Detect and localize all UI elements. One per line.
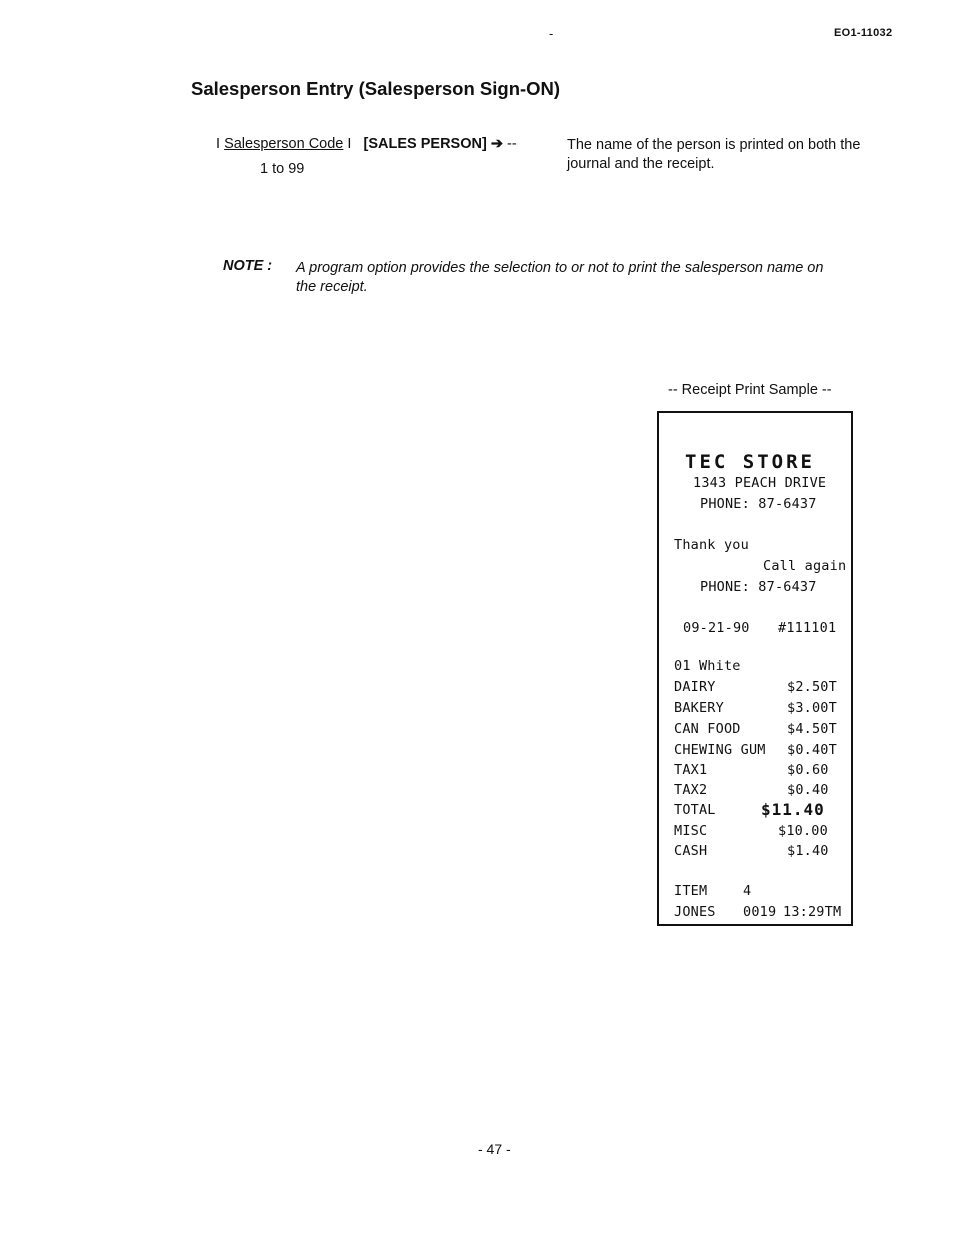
key-sequence	[216, 136, 517, 152]
item-count: 4	[743, 883, 752, 899]
line-amount: $4.50T	[787, 721, 837, 737]
document-id: EO1-11032	[834, 27, 893, 39]
item-label: ITEM	[674, 883, 708, 899]
total-label: TOTAL	[674, 802, 716, 818]
consecutive-number: 0019	[743, 904, 777, 920]
thank-you-message: Thank you	[674, 537, 749, 553]
line-label: CAN FOOD	[674, 721, 741, 737]
arrow-right-icon: ➔	[490, 136, 503, 152]
note-label: NOTE :	[223, 258, 273, 274]
sequence-bar-right: I	[347, 136, 352, 152]
clerk-name: 01 White	[674, 658, 741, 674]
misc-label: MISC	[674, 823, 708, 839]
line-label: DAIRY	[674, 679, 716, 695]
store-name: TEC STORE	[685, 451, 815, 473]
line-amount: $0.60	[787, 762, 829, 778]
line-label: TAX2	[674, 782, 708, 798]
receipt-date: 09-21-90	[683, 620, 750, 636]
receipt-caption: -- Receipt Print Sample --	[668, 382, 832, 398]
line-amount: $0.40T	[787, 742, 837, 758]
sequence-description: The name of the person is printed on both the journal and the receipt.	[567, 137, 861, 172]
header-dash: -	[549, 26, 554, 41]
page-title: Salesperson Entry (Salesperson Sign-ON)	[191, 78, 561, 99]
cash-amount: $1.40	[787, 843, 829, 859]
store-phone: PHONE: 87-6437	[700, 496, 817, 512]
line-label: BAKERY	[674, 700, 724, 716]
line-amount: $2.50T	[787, 679, 837, 695]
receipt-sample	[657, 411, 853, 926]
store-address: 1343 PEACH DRIVE	[693, 475, 827, 491]
sequence-tail: --	[507, 136, 517, 152]
call-again-message: Call again	[763, 558, 847, 574]
receipt-number: #111101	[778, 620, 837, 636]
code-range: 1 to 99	[260, 161, 305, 177]
sales-person-key: [SALES PERSON]	[363, 136, 487, 152]
salesperson-name: JONES	[674, 904, 716, 920]
line-amount: $0.40	[787, 782, 829, 798]
note-text: A program option provides the selection to or not to print the salesperson name on the receipt.	[296, 260, 824, 295]
sequence-bar-left: I	[216, 136, 221, 152]
cash-label: CASH	[674, 843, 708, 859]
line-label: CHEWING GUM	[674, 742, 766, 758]
message-phone: PHONE: 87-6437	[700, 579, 817, 595]
page-number: - 47 -	[478, 1141, 511, 1157]
receipt-time: 13:29TM	[783, 904, 842, 920]
line-amount: $3.00T	[787, 700, 837, 716]
salesperson-code: Salesperson Code	[224, 136, 344, 152]
misc-amount: $10.00	[778, 823, 828, 839]
total-amount: $11.40	[761, 800, 825, 819]
line-label: TAX1	[674, 762, 708, 778]
